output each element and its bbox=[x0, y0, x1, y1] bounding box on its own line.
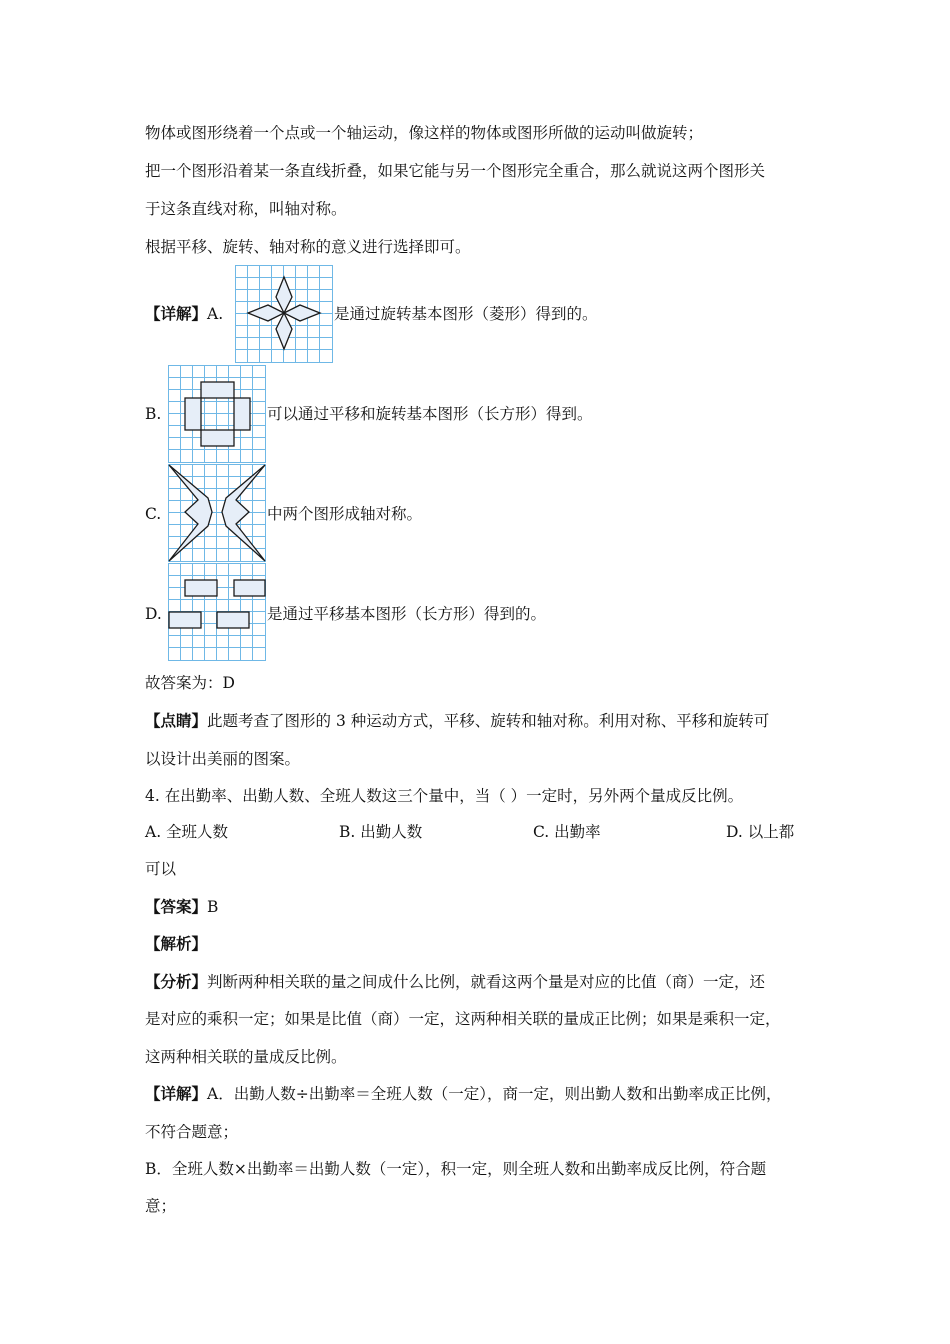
xiangjie-line-a2: 不符合题意； bbox=[145, 1123, 239, 1141]
jiexi-tag: 【解析】 bbox=[145, 934, 208, 953]
rect-4 bbox=[217, 612, 249, 628]
figure-d-grid bbox=[168, 563, 266, 661]
rhombus-bottom bbox=[276, 313, 292, 349]
figure-a-prefix: A. bbox=[207, 305, 224, 323]
text-line-1: 物体或图形绕着一个点或一个轴运动，像这样的物体或图形所做的运动叫做旋转； bbox=[145, 124, 704, 142]
figure-c-prefix: C. bbox=[145, 505, 162, 523]
rect-left bbox=[185, 398, 201, 430]
option-a: A. 全班人数 bbox=[145, 823, 229, 841]
fenxi-text-1: 判断两种相关联的量之间成什么比例，就看这两个量是对应的比值（商）一定，还 bbox=[207, 973, 766, 991]
figure-d-text: 是通过平移基本图形（长方形）得到的。 bbox=[267, 605, 547, 623]
figure-b-prefix: B. bbox=[145, 405, 162, 423]
option-b: B. 出勤人数 bbox=[339, 823, 423, 841]
option-c: C. 出勤率 bbox=[533, 823, 601, 841]
option-d-continued: 可以 bbox=[145, 860, 177, 878]
dianjing-text-1: 此题考查了图形的 3 种运动方式，平移、旋转和轴对称。利用对称、平移和旋转可 bbox=[207, 712, 770, 730]
xiangjie-a1: A．出勤人数÷出勤率＝全班人数（一定），商一定，则出勤人数和出勤率成正比例， bbox=[207, 1085, 782, 1103]
figure-b-text: 可以通过平移和旋转基本图形（长方形）得到。 bbox=[267, 405, 593, 423]
dianjing-tag: 【点睛】 bbox=[145, 711, 208, 730]
rect-1 bbox=[185, 580, 217, 596]
rect-bottom bbox=[201, 430, 234, 446]
rect-top bbox=[201, 382, 234, 398]
rhombus-top bbox=[276, 277, 292, 313]
rhombus-shapes bbox=[248, 277, 320, 349]
xiangjie-tag: 【详解】 bbox=[145, 304, 208, 323]
fenxi-line-3: 这两种相关联的量成反比例。 bbox=[145, 1048, 347, 1066]
figure-a-label bbox=[145, 303, 223, 325]
xiangjie-tag-2: 【详解】 bbox=[145, 1084, 208, 1103]
text-line-2: 把一个图形沿着某一条直线折叠，如果它能与另一个图形完全重合，那么就说这两个图形关 bbox=[145, 162, 766, 180]
fenxi-line-2: 是对应的乘积一定；如果是比值（商）一定，这两种相关联的量成正比例；如果是乘积一定， bbox=[145, 1010, 781, 1028]
figure-b-grid bbox=[168, 365, 266, 463]
figure-a-text: 是通过旋转基本图形（菱形）得到的。 bbox=[334, 305, 598, 323]
figure-d-prefix: D. bbox=[145, 605, 162, 623]
question-4-stem: 4. 在出勤率、出勤人数、全班人数这三个量中，当（ ）一定时，另外两个量成反比例。 bbox=[145, 787, 744, 805]
dianjing-line-2: 以设计出美丽的图案。 bbox=[145, 750, 301, 768]
fenxi-tag: 【分析】 bbox=[145, 972, 208, 991]
answer-value: B bbox=[207, 898, 219, 916]
rect-3 bbox=[169, 612, 201, 628]
dianjing-line-1 bbox=[145, 710, 769, 732]
figure-a-grid bbox=[235, 265, 333, 363]
xiangjie-line-b2: 意； bbox=[145, 1197, 177, 1215]
rhombus-left bbox=[248, 305, 284, 321]
fenxi-line-1 bbox=[145, 971, 765, 993]
option-d: D. 以上都 bbox=[726, 823, 795, 841]
text-line-3: 于这条直线对称，叫轴对称。 bbox=[145, 200, 347, 218]
rect-right bbox=[234, 398, 250, 430]
rhombus-right bbox=[284, 305, 320, 321]
figure-c-text: 中两个图形成轴对称。 bbox=[267, 505, 423, 523]
answer-tag: 【答案】 bbox=[145, 897, 208, 916]
answer-b-line bbox=[145, 896, 218, 918]
xiangjie-line-a1 bbox=[145, 1083, 781, 1105]
rect-2 bbox=[234, 580, 265, 596]
text-line-4: 根据平移、旋转、轴对称的意义进行选择即可。 bbox=[145, 238, 471, 256]
answer-line: 故答案为：D bbox=[145, 674, 235, 692]
figure-c-grid bbox=[168, 464, 266, 562]
xiangjie-line-b1: B．全班人数×出勤率＝出勤人数（一定），积一定，则全班人数和出勤率成反比例，符合题 bbox=[145, 1160, 767, 1178]
